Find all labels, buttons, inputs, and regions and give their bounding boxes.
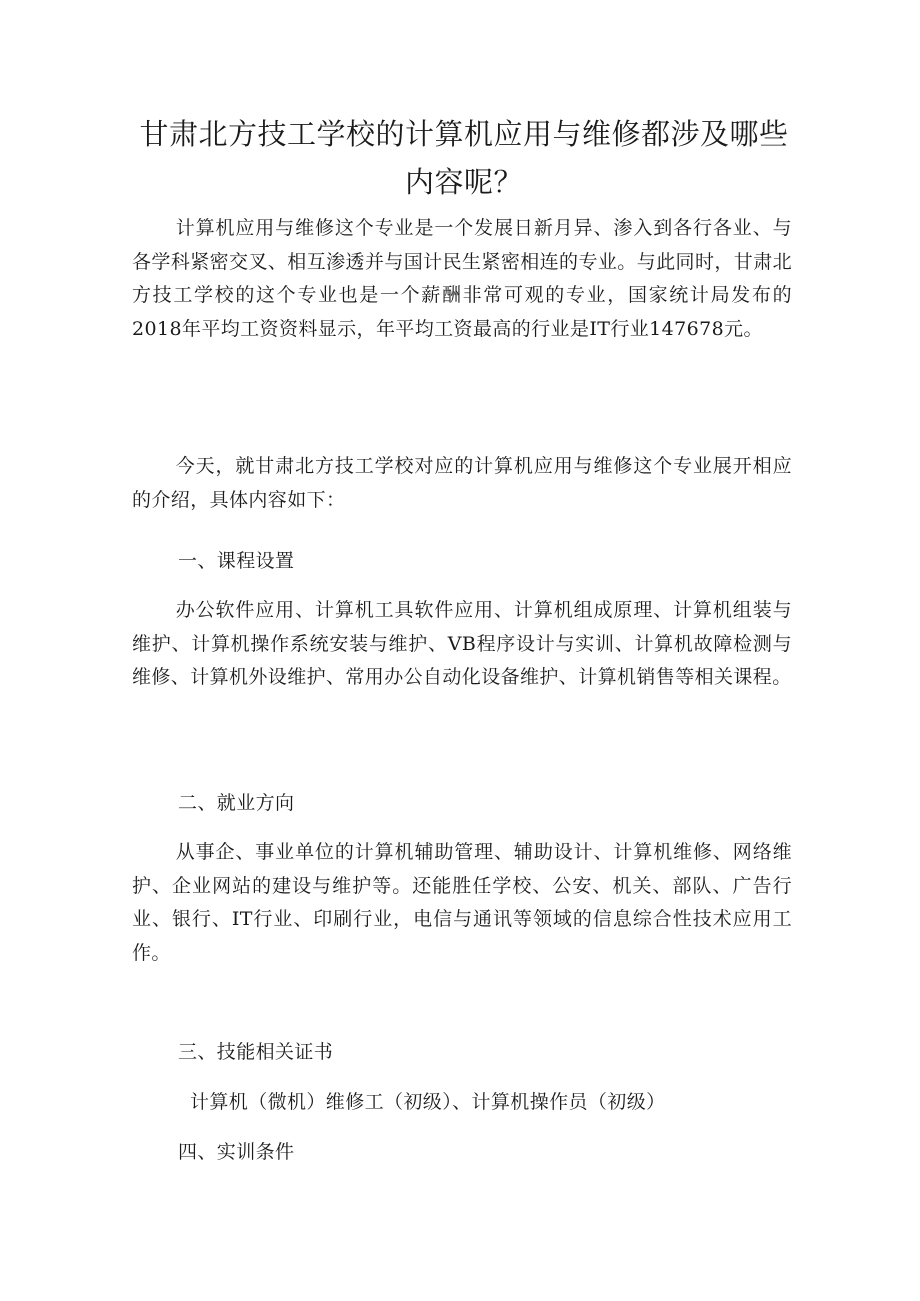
document-title: 甘肃北方技工学校的计算机应用与维修都涉及哪些内容呢？ [139,117,789,199]
section-body-certificates: 计算机（微机）维修工（初级）、计算机操作员（初级） [190,1091,666,1113]
section-heading-certificates: 三、技能相关证书 [178,1041,334,1063]
overview-paragraph: 今天，就甘肃北方技工学校对应的计算机应用与维修这个专业展开相应的介绍，具体内容如下： [132,455,792,511]
section-body-employment: 从事企、事业单位的计算机辅助管理、辅助设计、计算机维修、网络维护、企业网站的建设与维护等。还能胜任学校、公安、机关、部队、广告行业、银行、IT行业、印刷行业，电信与通讯等领域的信息综合性技术应用工作。 [132,841,792,964]
section-body-courses: 办公软件应用、计算机工具软件应用、计算机组成原理、计算机组装与维护、计算机操作系统安装与维护、VB程序设计与实训、计算机故障检测与维修、计算机外设维护、常用办公自动化设备维护、计算机销售等相关课程。 [132,599,792,688]
section-heading-courses: 一、课程设置 [178,550,295,572]
section-heading-training: 四、实训条件 [178,1141,295,1163]
intro-paragraph: 计算机应用与维修这个专业是一个发展日新月异、渗入到各行各业、与各学科紧密交叉、相互渗透并与国计民生紧密相连的专业。与此同时，甘肃北方技工学校的这个专业也是一个薪酬非常可观的专业，国家统计局发布的2018年平均工资资料显示，年平均工资最高的行业是IT行业147678元。 [132,217,792,340]
section-heading-employment: 二、就业方向 [178,792,295,814]
